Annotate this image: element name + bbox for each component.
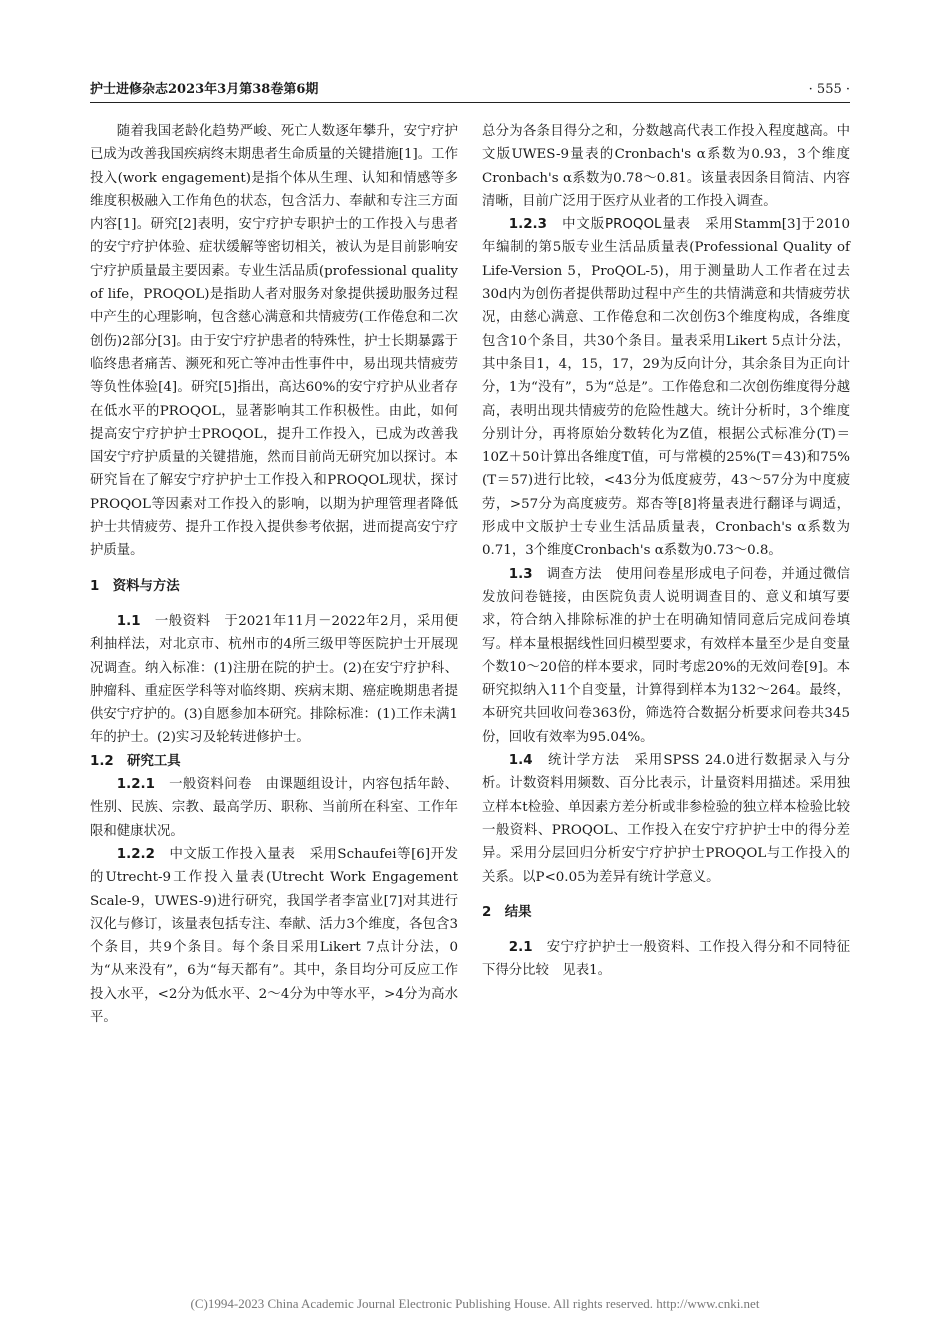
section-1-heading: 1 资料与方法	[90, 578, 180, 594]
subsection-1-1	[90, 610, 458, 750]
intro-paragraph: 随着我国老龄化趋势严峻、死亡人数逐年攀升，安宁疗护已成为改善我国疾病终末期患者生命质量的关键措施[1]。工作投入(work engagement)是指个体从生理、认知和情感等多维度积极融入工作角色的状态，包含活力、奉献和专注三方面内容[1]。研究[2]表明，安宁疗护专职护士的工作投入与患者的安宁疗护体验、症状缓解等密切相关，被认为是目前影响安宁疗护质量最主要因素。专业生活品质(professional quality of life，PROQOL)是指助人者对服务对象提供援助服务过程中产生的心理影响，包含慈心满意和共情疲劳(工作倦怠和二次创伤)2部分[3]。由于安宁疗护患者的特殊性，护士长期暴露于临终患者痛苦、濒死和死亡等冲击性事件中，易出现共情疲劳等负性体验[4]。研究[5]指出，高达60%的安宁疗护从业者存在低水平的PROQOL，显著影响其工作积极性。由此，如何提高安宁疗护护士PROQOL，提升工作投入，已成为改善我国安宁疗护质量的关键措施，然而目前尚无研究加以探讨。本研究旨在了解安宁疗护护士工作投入和PROQOL现状，探讨PROQOL等因素对工作投入的影响，以期为护理管理者降低护士共情疲劳、提升工作投入提供参考依据，进而提高安宁疗护质量。	[90, 124, 458, 559]
page-number: · 555 ·	[808, 82, 850, 97]
subsection-text: 见表1。	[562, 963, 612, 979]
section-number: 1.3	[508, 566, 533, 582]
subsection-1-2-2	[90, 843, 458, 1029]
subsection-text: 由课题组设计，内容包括年龄、性别、民族、宗教、最高学历、职称、当前所在科室、工作年限和健康状况。	[90, 777, 459, 839]
subsection-2-1	[482, 936, 850, 983]
subsection-title: 安宁疗护护士一般资料、工作投入得分和不同特征下得分比较	[482, 940, 851, 979]
section-number: 1.2.3	[508, 217, 547, 233]
subsection-title: 调查方法	[546, 566, 602, 582]
subsection-title: 一般资料问卷	[169, 777, 252, 793]
subsection-text: 采用SPSS 24.0进行数据录入与分析。计数资料用频数、百分比表示，计量资料用描述。采用独立样本t检验、单因素方差分析或非参检验的独立样本检验比较一般资料、PROQOL、工作投入在安宁疗护护士中的得分差异。采用分层回归分析安宁疗护护士PROQOL与工作投入的关系。以P<0.05为差异有统计学意义。	[482, 753, 851, 885]
subsection-text: 采用Stamm[3]于2010年编制的第5版专业生活品质量表(Professional Quality of Life-Version 5，ProQOL-5)，用于测量助人工作者在过去30d内为创伤者提供帮助过程中产生的共情满意和共情疲劳状况，由慈心满意、工作倦怠和二次创伤3个维度构成，各维度包含10个条目，共30个条目。量表采用Likert 5点计分法，其中条目1，4，15，17，29为反向计分，其余条目为正向计分，1为“没有”，5为“总是”。工作倦怠和二次创伤维度得分越高，表明出现共情疲劳的危险性越大。统计分析时，3个维度分别计分，再将原始分数转化为Z值，根据公式标准分(T)＝10Z＋50计算出各维度T值，可与常模的25%(T＝43)和75%(T＝57)进行比较，<43分为低度疲劳，43～57分为中度疲劳，>57分为高度疲劳。郑杏等[8]将量表进行翻译与调适，形成中文版护士专业生活品质量表，Cronbach's α系数为0.71，3个维度Cronbach's α系数为0.73～0.8。	[482, 217, 851, 559]
section-number: 2.1	[508, 940, 533, 956]
subsection-1-4	[482, 749, 850, 889]
subsection-text: 采用Schaufei等[6]开发的Utrecht-9工作投入量表(Utrecht Work Engagement Scale-9，UWES-9)进行研究，我国学者李富业[7]对其进行汉化与修订，该量表包括专注、奉献、活力3个维度，各包含3个条目，共9个条目。每个条目采用Likert 7点计分法，0为“从来没有”，6为“每天都有”。其中，条目均分可反应工作投入水平，<2分为低水平、2～4分为中等水平，>4分为高水平。	[90, 846, 459, 1025]
subsection-text: 使用问卷星形成电子问卷，并通过微信发放问卷链接，由医院负责人说明调查目的、意义和填写要求，符合纳入排除标准的护士在明确知情同意后完成问卷填写。样本量根据线性回归模型要求，有效样本量至少是自变量个数10～20倍的样本要求，同时考虑20%的无效问卷[9]。本研究拟纳入11个自变量，计算得到样本为132～264。最终，本研究共回收问卷363份，筛选符合数据分析要求问卷共345份，回收有效率为95.04%。	[482, 566, 851, 745]
left-column	[90, 120, 458, 1029]
right-column	[482, 120, 850, 983]
subsection-1-2-1	[90, 773, 458, 843]
subsection-1-2-heading: 1.2 研究工具	[90, 753, 181, 769]
continued-paragraph: 总分为各条目得分之和，分数越高代表工作投入程度越高。中文版UWES-9量表的Cronbach's α系数为0.93，3个维度Cronbach's α系数为0.78～0.81。该量表因条目简洁、内容清晰，目前广泛用于医疗从业者的工作投入调查。	[482, 124, 850, 209]
section-number: 1.2.1	[116, 777, 155, 793]
section-number: 1.1	[116, 613, 141, 629]
copyright-footer: (C)1994-2023 China Academic Journal Electronic Publishing House. All rights reserved. http://www.cnki.net	[190, 1296, 760, 1311]
subsection-text: 于2021年11月－2022年2月，采用便利抽样法，对北京市、杭州市的4所三级甲等医院护士开展现况调查。纳入标准：(1)注册在院的护士。(2)在安宁疗护科、肿瘤科、重症医学科等对临终期、疾病末期、癌症晚期患者提供安宁疗护的。(3)自愿参加本研究。排除标准：(1)工作未满1年的护士。(2)实习及轮转进修护士。	[90, 613, 458, 746]
journal-title: 护士进修杂志2023年3月第38卷第6期	[90, 82, 319, 97]
subsection-1-3	[482, 563, 850, 749]
subsection-title: 一般资料	[154, 613, 211, 629]
subsection-title: 中文版PROQOL量表	[562, 217, 691, 233]
section-number: 1.4	[508, 753, 533, 769]
subsection-title: 统计学方法	[547, 753, 621, 769]
subsection-1-2-3	[482, 213, 850, 562]
section-number: 1.2.2	[116, 846, 155, 862]
subsection-title: 中文版工作投入量表	[169, 846, 296, 862]
running-header	[90, 80, 850, 103]
section-2-heading: 2 结果	[482, 904, 532, 920]
